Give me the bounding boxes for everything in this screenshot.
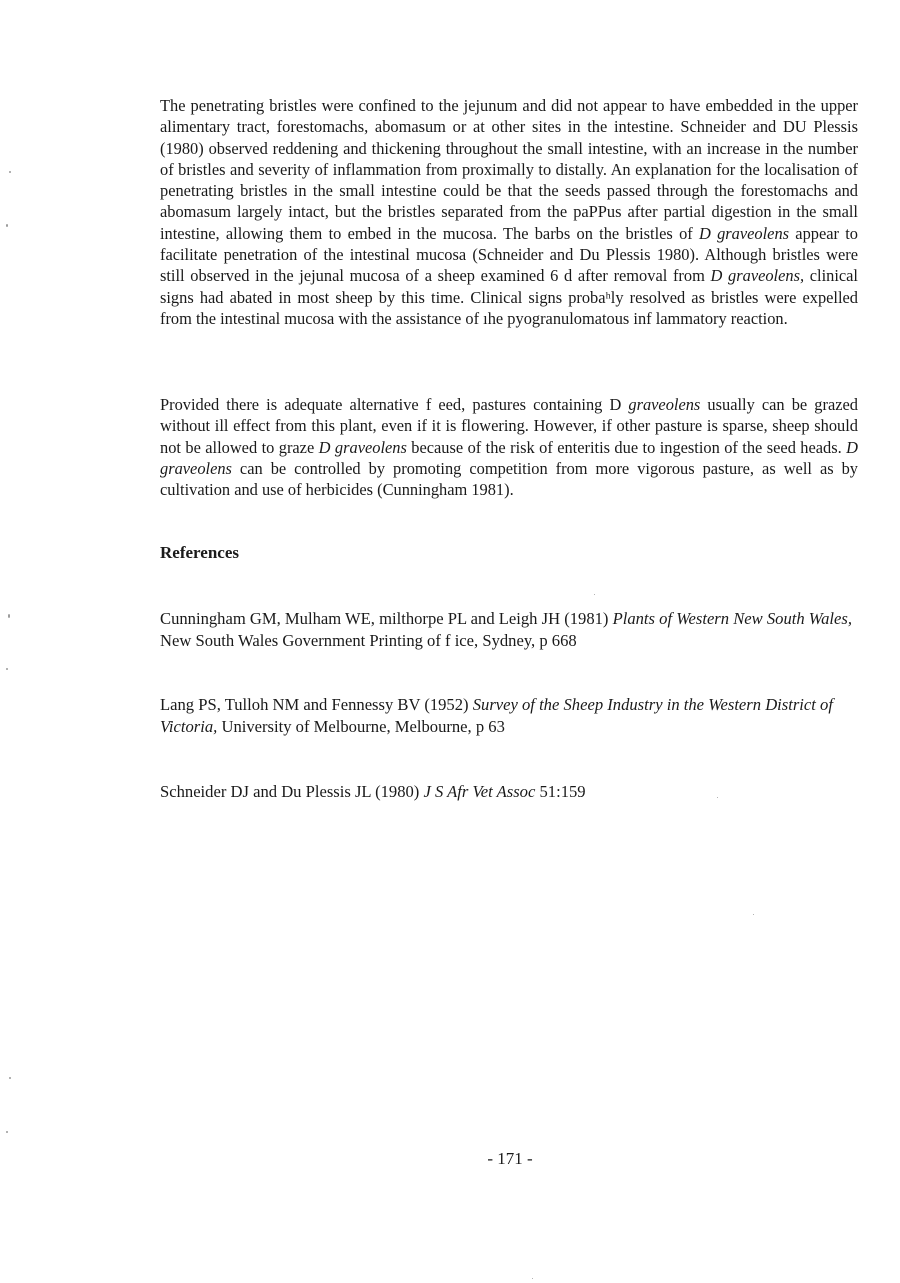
scan-speck [6, 1131, 8, 1133]
scan-speck [9, 1077, 11, 1079]
paragraph-text: can be controlled by promoting competition from more vigorous pasture, as well as by cultivation and use of herbicides (Cunningham 1981). [160, 458, 858, 500]
reference-authors: Lang PS, Tulloh NM and Fennessy BV (1952) [160, 695, 473, 714]
scan-speck [717, 797, 718, 798]
paragraph-text: appear to facilitate penetration of the intestinal mucosa (Schneider and Du Plessis 1980). Although bristles were still observed in the jejunal mucosa of a sheep examined 6 d after removal from [160, 223, 858, 286]
reference-pages: 51:159 [535, 782, 586, 801]
species-name-italic: D graveolens [160, 437, 858, 478]
reference-title: Plants of Western New South Wales, [612, 609, 852, 628]
scan-speck [532, 1278, 533, 1279]
scan-speck [594, 594, 595, 595]
scan-speck [6, 668, 8, 670]
scan-speck [6, 224, 8, 227]
page-number: - 171 - [487, 1149, 533, 1168]
paragraph-text: The penetrating bristles were confined to the jejunum and did not appear to have embedded in the upper alimentary tract, forestomachs, abomasum or at other sites in the intestine. Schneider and DU Plessis (1980) observed reddening and thickening throughout the small intestine, with an increase in the number of bristles and severity of inflammation from proximally to distally. An explanation for the localisation of penetrating bristles in the small intestine could be that the seeds passed through the forestomachs and abomasum largely intact, but the bristles separated from the paPPus after partial digestion in the small intestine, allowing them to embed in the mucosa. The barbs on the bristles of [160, 96, 858, 243]
reference-entry-schneider [160, 781, 870, 803]
scan-speck [8, 614, 10, 618]
paragraph-text: because of the risk of enteritis due to ingestion of the seed heads. [406, 437, 847, 457]
reference-entry-lang [160, 694, 870, 738]
paragraph-text: Provided there is adequate alternative f eed, pastures containing D [160, 395, 629, 414]
reference-publisher: New South Wales Government Printing of f ice, Sydney, p 668 [160, 631, 577, 650]
scan-speck [753, 914, 754, 915]
scan-speck [9, 171, 11, 173]
reference-authors: Schneider DJ and Du Plessis JL (1980) [160, 782, 424, 801]
body-paragraph-1 [160, 95, 858, 329]
species-name-italic: D graveolens [699, 223, 790, 243]
body-paragraph-2 [160, 394, 858, 500]
species-name-italic: graveolens [628, 395, 701, 414]
species-name-italic: D graveolens, [710, 266, 805, 286]
species-name-italic: D graveolens [318, 437, 407, 457]
reference-journal: J S Afr Vet Assoc [423, 782, 536, 801]
paragraph-text: usually can be grazed without ill effect from this plant, even if it is flowering. However, if other pasture is sparse, sheep should not be allowed to graze [160, 395, 858, 457]
reference-authors: Cunningham GM, Mulham WE, milthorpe PL and Leigh JH (1981) [160, 609, 613, 628]
reference-entry-cunningham [160, 608, 870, 652]
reference-publisher: University of Melbourne, Melbourne, p 63 [217, 717, 505, 736]
references-heading: References [160, 543, 239, 562]
reference-title: Survey of the Sheep Industry in the Western District of Victoria, [160, 695, 833, 736]
paragraph-text: clinical signs had abated in most sheep by this time. Clinical signs probaʰly resolved as bristles were expelled from the intestinal mucosa with the assistance of ıhe pyogranulomatous inf lammatory reaction. [160, 266, 858, 328]
